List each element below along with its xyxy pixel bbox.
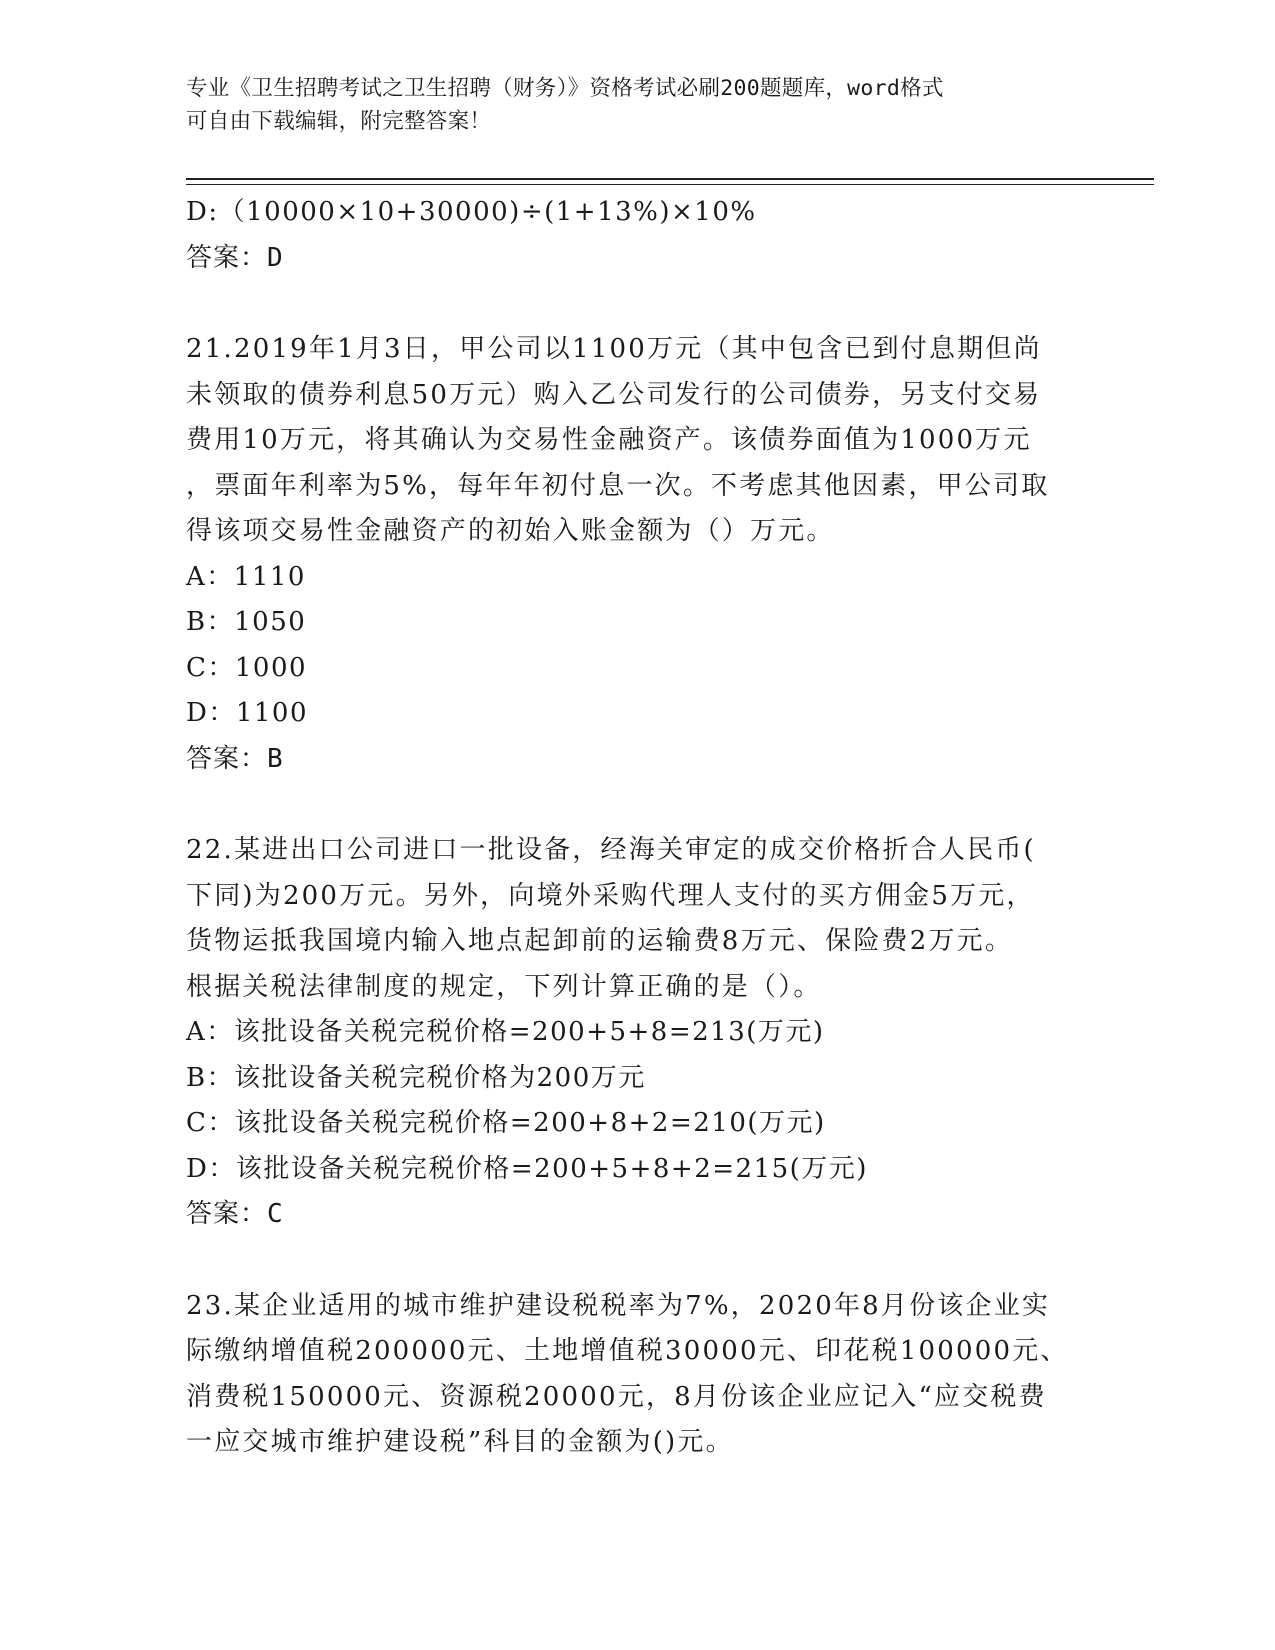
answer: 答案：D xyxy=(186,242,284,273)
answer: 答案：C xyxy=(186,1199,284,1229)
stem-line: 货物运抵我国境内输入地点起卸前的运输费8万元、保险费2万元。 xyxy=(186,926,1014,956)
question-21-stem xyxy=(186,327,1071,555)
question-23-stem xyxy=(186,1284,1071,1466)
header-rule-thick xyxy=(186,178,1154,180)
spacer xyxy=(186,782,1071,828)
stem-line: 未领取的债券利息50万元）购入乙公司发行的公司债券，另支付交易 xyxy=(186,379,1042,410)
option-a: A：1110 xyxy=(186,561,306,592)
option-d: D:（10000×10+30000)÷(1+13%)×10% xyxy=(186,197,757,227)
option-d: D：1100 xyxy=(186,698,309,728)
option-b: B：该批设备关税完税价格为200万元 xyxy=(186,1062,646,1093)
option-c: C：该批设备关税完税价格=200+8+2=210(万元) xyxy=(186,1108,826,1138)
header-rule-thin xyxy=(186,184,1154,185)
stem-line: 消费税150000元、资源税20000元，8月份该企业应记入“应交税费 xyxy=(186,1381,1047,1412)
question-22-stem xyxy=(186,828,1071,1010)
option-c: C：1000 xyxy=(186,652,308,683)
page-header xyxy=(186,72,1066,138)
header-line-1: 专业《卫生招聘考试之卫生招聘（财务）》资格考试必刷200题题库，word格式 xyxy=(186,76,944,101)
stem-line: 下同)为200万元。另外，向境外采购代理人支付的买方佣金5万元， xyxy=(186,880,1035,911)
option-a: A：该批设备关税完税价格=200+5+8=213(万元) xyxy=(186,1017,825,1047)
stem-line: 根据关税法律制度的规定，下列计算正确的是（）。 xyxy=(186,971,822,1002)
spacer xyxy=(186,1238,1071,1284)
stem-line: 费用10万元，将其确认为交易性金融资产。该债券面值为1000万元 xyxy=(186,425,1032,455)
header-line-2: 可自由下载编辑，附完整答案！ xyxy=(186,109,492,134)
option-d: D：该批设备关税完税价格=200+5+8+2=215(万元) xyxy=(186,1153,868,1184)
stem-line: ，票面年利率为5%，每年年初付息一次。不考虑其他因素，甲公司取 xyxy=(186,470,1050,501)
stem-line: 21.2019年1月3日，甲公司以1100万元（其中包含已到付息期但尚 xyxy=(186,334,1042,364)
stem-line: 际缴纳增值税200000元、土地增值税30000元、印花税100000元、 xyxy=(186,1336,1069,1366)
document-body xyxy=(186,190,1071,1466)
stem-line: 23.某企业适用的城市维护建设税税率为7%，2020年8月份该企业实 xyxy=(186,1290,1051,1321)
stem-line: 22.某进出口公司进口一批设备，经海关审定的成交价格折合人民币( xyxy=(186,835,1036,865)
option-b: B：1050 xyxy=(186,607,307,637)
stem-line: 一应交城市维护建设税”科目的金额为()元。 xyxy=(186,1427,734,1457)
spacer xyxy=(186,281,1071,327)
stem-line: 得该项交易性金融资产的初始入账金额为（）万元。 xyxy=(186,516,835,546)
answer: 答案：B xyxy=(186,743,284,774)
